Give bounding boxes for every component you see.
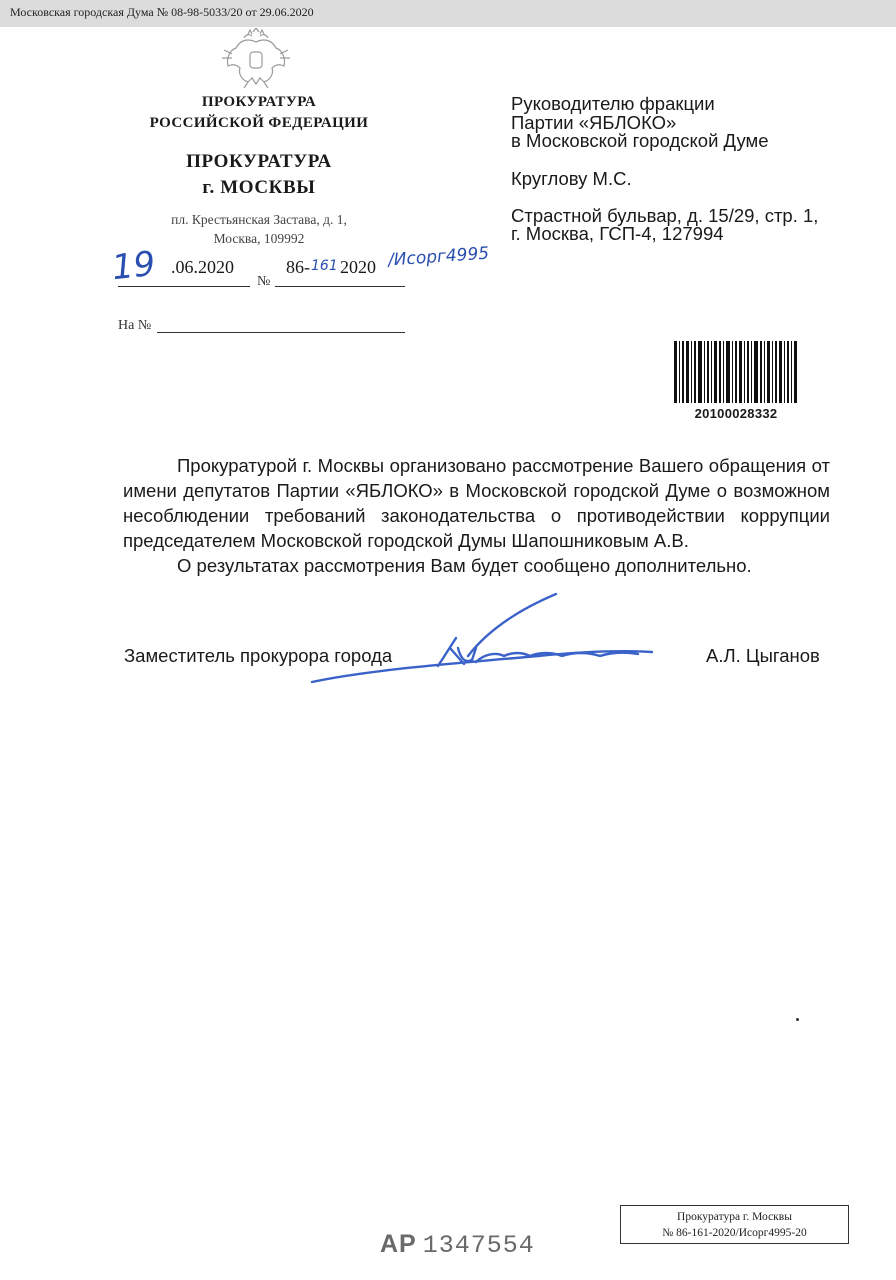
stamp-line1: Прокуратура г. Москвы	[677, 1211, 792, 1223]
form-serial-number: 1347554	[422, 1231, 535, 1260]
signatory-name: А.Л. Цыганов	[706, 645, 820, 666]
office-name-line2: г. МОСКВЫ	[202, 177, 316, 198]
form-serial	[380, 1230, 535, 1260]
handwritten-signature	[308, 590, 658, 690]
handwritten-day: 19	[110, 243, 158, 289]
barcode-icon	[674, 341, 798, 403]
handwritten-number-tail: /Исорг4995	[387, 243, 490, 271]
header-bar	[0, 0, 896, 27]
handwritten-number: 161	[311, 258, 338, 274]
org-name-line2: РОССИЙСКОЙ ФЕДЕРАЦИИ	[149, 115, 369, 131]
stamp-line2: № 86-161-2020/Исорг4995-20	[662, 1227, 807, 1239]
signatory-title: Заместитель прокурора города	[124, 645, 393, 666]
body-paragraph-2: О результатах рассмотрения Вам будет сообщено дополнительно.	[177, 555, 752, 576]
recipient-address1: Страстной бульвар, д. 15/29, стр. 1,	[511, 205, 819, 226]
body-paragraph-1: Прокуратурой г. Москвы организовано рассмотрение Вашего обращения от имени депутатов Партии «ЯБЛОКО» в Московской городской Думе о возможном несоблюдении требований законодательства о противодействии коррупции председателем Московской городской Думы Шапошниковым А.В.	[123, 455, 830, 551]
reply-label: На №	[118, 318, 152, 333]
number-prefix: 86-	[286, 257, 310, 277]
recipient-line3: в Московской городской Думе	[511, 130, 769, 151]
sender-address-line1: пл. Крестьянская Застава, д. 1,	[171, 212, 347, 227]
date-printed: .06.2020	[171, 257, 234, 277]
registration-stamp	[620, 1205, 849, 1244]
recipient-address2: г. Москва, ГСП-4, 127994	[511, 223, 724, 244]
form-serial-prefix: АР	[380, 1230, 417, 1258]
recipient-line2: Партии «ЯБЛОКО»	[511, 112, 677, 133]
recipient-name: Круглову М.С.	[511, 168, 632, 189]
barcode-number: 20100028332	[694, 406, 778, 421]
reply-underline	[157, 332, 405, 333]
date-underline	[118, 286, 250, 287]
header-bar-text: Московская городская Дума № 08-98-5033/20 от 29.06.2020	[10, 5, 314, 19]
sender-address-line2: Москва, 109992	[213, 231, 305, 246]
speck	[796, 1018, 799, 1021]
office-name-line1: ПРОКУРАТУРА	[186, 151, 332, 172]
letter-body	[123, 453, 830, 578]
recipient-line1: Руководителю фракции	[511, 93, 715, 114]
org-name-line1: ПРОКУРАТУРА	[201, 94, 317, 110]
number-underline	[275, 286, 405, 287]
number-label: №	[257, 274, 271, 289]
number-year: 2020	[340, 257, 376, 277]
coat-of-arms-icon	[218, 28, 294, 90]
